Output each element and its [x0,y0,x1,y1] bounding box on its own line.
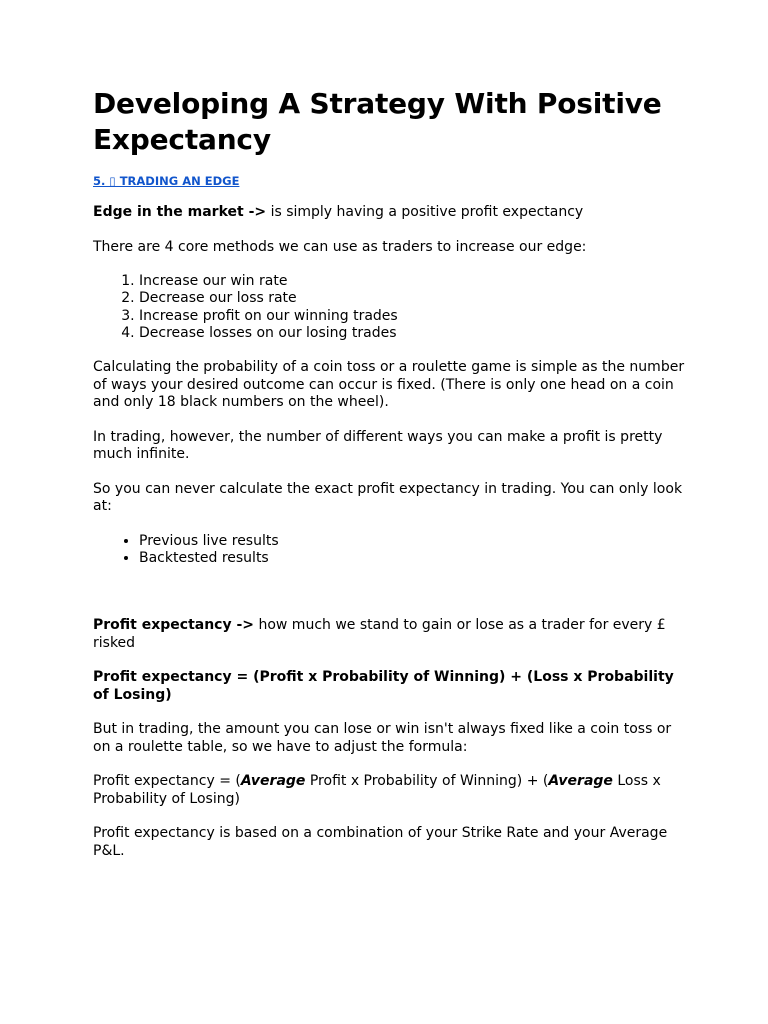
formula-part: Profit expectancy = ( [93,773,241,790]
formula-text: Profit expectancy = (Profit x Probability of Winning) + (Loss x Probability of Losing) [93,669,674,703]
trading-paragraph: In trading, however, the number of different ways you can make a profit is pretty much infinite. [93,428,663,463]
formula-part: Profit x Probability of Winning) + ( [305,773,549,790]
list-item: • Previous live results [139,533,688,550]
calculate-paragraph: So you can never calculate the exact profit expectancy in trading. You can only look at: [93,480,683,515]
list-item: 4. Decrease losses on our losing trades [139,325,688,342]
list-item: 1. Increase our win rate [139,273,688,290]
list-item: • Backtested results [139,550,688,567]
methods-intro: There are 4 core methods we can use as traders to increase our edge: [93,238,587,255]
formula-bold [93,669,688,704]
list-item: 2. Decrease our loss rate [139,290,688,307]
adjusted-formula [93,773,688,808]
adjust-paragraph: But in trading, the amount you can lose or win isn't always fixed like a coin toss or on a roulette table, so we have to adjust the formula: [93,721,672,755]
formula-emphasis: Average [548,773,613,790]
formula-part: Loss x Probability of Losing) [93,773,661,807]
edge-term: Edge in the market -> [93,204,267,220]
page-title: Developing A Strategy With Positive Expectancy [93,87,662,156]
probability-paragraph: Calculating the probability of a coin toss or a roulette game is simple as the number of ways your desired outcome can occur is fixed. (There is only one head on a coin and only 18 black numbers on the wheel). [93,359,685,411]
edge-definition [93,204,688,222]
closing-paragraph: Profit expectancy is based on a combination of your Strike Rate and your Average P&L. [93,825,668,859]
formula-emphasis: Average [240,773,306,790]
edge-definition-text: is simply having a positive profit expectancy [266,204,584,220]
methods-list [93,273,688,342]
list-item: 3. Increase profit on our winning trades [139,308,688,325]
expectancy-term: Profit expectancy -> [93,617,255,634]
expectancy-definition [93,617,688,652]
section-link[interactable]: 5. ▯ TRADING AN EDGE [93,174,240,188]
expectancy-definition-text: how much we stand to gain or lose as a trader for every £ risked [93,617,666,651]
results-list [93,533,688,568]
